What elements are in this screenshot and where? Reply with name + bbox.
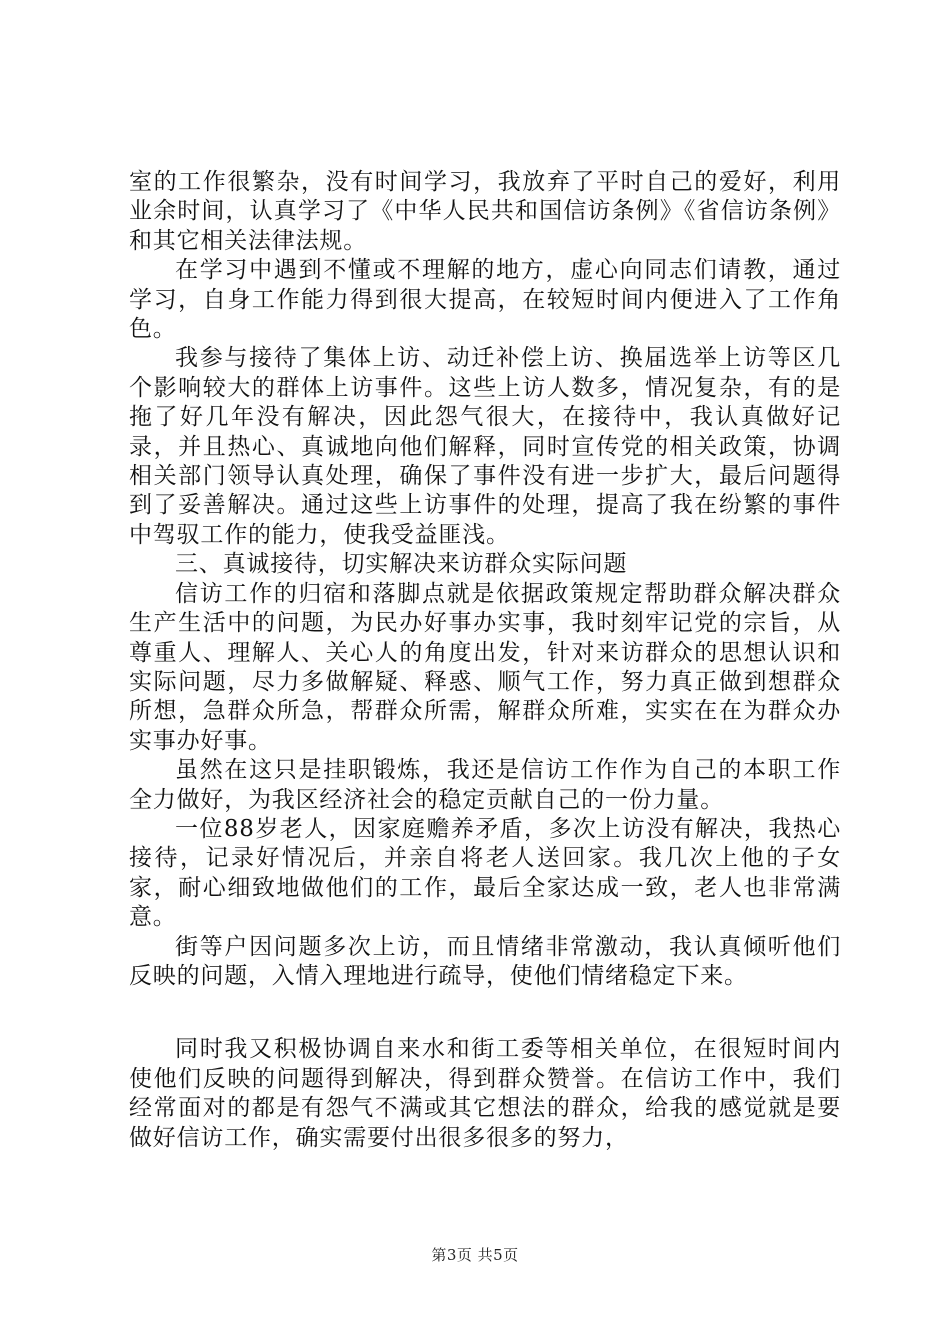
paragraph-study: 在学习中遇到不懂或不理解的地方，虚心向同志们请教，通过学习，自身工作能力得到很大提高，在较短时间内便进入了工作角色。 [129, 257, 841, 343]
page-footer: 第3页 共5页 [431, 1246, 519, 1264]
document-body [129, 168, 841, 1153]
paragraph-continuation: 室的工作很繁杂，没有时间学习，我放弃了平时自己的爱好，利用业余时间，认真学习了《中华人民共和国信访条例》《省信访条例》和其它相关法律法规。 [129, 169, 841, 254]
paragraph-group-petitions: 我参与接待了集体上访、动迁补偿上访、换届选举上访等区几个影响较大的群体上访事件。这些上访人数多，情况复杂，有的是拖了好几年没有解决，因此怨气很大，在接待中，我认真做好记录，并且热心、真诚地向他们解释，同时宣传党的相关政策，协调相关部门领导认真处理，确保了事件没有进一步扩大，最后问题得到了妥善解决。通过这些上访事件的处理，提高了我在纷繁的事件中驾驭工作的能力，使我受益匪浅。 [129, 345, 841, 548]
paragraph-household-case: 街等户因问题多次上访，而且情绪非常激动，我认真倾听他们反映的问题，入情入理地进行疏导，使他们情绪稳定下来。 [129, 933, 841, 989]
paragraph-elderly-case: 一位88岁老人，因家庭赡养矛盾，多次上访没有解决，我热心接待，记录好情况后，并亲自将老人送回家。我几次上他的子女家，耐心细致地做他们的工作，最后全家达成一致，老人也非常满意。 [129, 815, 841, 931]
paragraph-spacer [129, 991, 841, 1035]
paragraph-petition-work: 信访工作的归宿和落脚点就是依据政策规定帮助群众解决群众生产生活中的问题，为民办好事办实事，我时刻牢记党的宗旨，从尊重人、理解人、关心人的角度出发，针对来访群众的思想认识和实际问题，尽力多做解疑、释惑、顺气工作，努力真正做到想群众所想，急群众所急，帮群众所需，解群众所难，实实在在为群众办实事办好事。 [129, 580, 841, 754]
section-heading: 三、真诚接待，切实解决来访群众实际问题 [175, 551, 628, 578]
paragraph-coordination: 同时我又积极协调自来水和街工委等相关单位，在很短时间内使他们反映的问题得到解决，得到群众赞誉。在信访工作中，我们经常面对的都是有怨气不满或其它想法的群众，给我的感觉就是要做好信访工作，确实需要付出很多很多的努力， [129, 1036, 841, 1151]
paragraph-temporary-post: 虽然在这只是挂职锻炼，我还是信访工作作为自己的本职工作全力做好，为我区经济社会的稳定贡献自己的一份力量。 [129, 757, 841, 813]
